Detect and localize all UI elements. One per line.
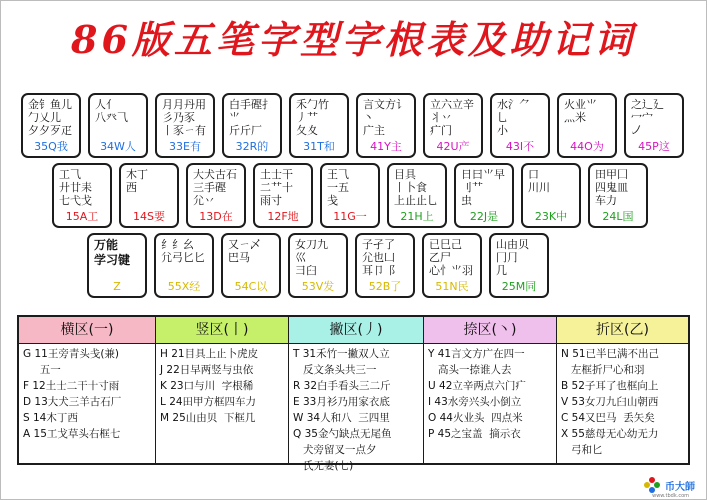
key-roots: 大犬古石 三手䃘 ⺏丷 bbox=[193, 168, 237, 207]
mnemonic-line: 高头一捺谁人去 bbox=[428, 364, 512, 376]
key-label: 33E有 bbox=[169, 140, 201, 153]
mnemonic-line: W 34人和八 三四里 bbox=[293, 412, 390, 424]
key-e bbox=[155, 93, 215, 158]
mnemonic-line: U 42立辛两点六门疒 bbox=[428, 380, 526, 392]
zone-body bbox=[19, 344, 155, 463]
key-roots: 已巳己 乙尸 心忄⺌羽 bbox=[429, 238, 473, 277]
key-r bbox=[222, 93, 282, 158]
mnemonic-line: 犬旁留叉一点夕 bbox=[293, 444, 377, 456]
key-x bbox=[154, 233, 214, 298]
mnemonic-line: X 55慈母无心幼无力 bbox=[561, 428, 659, 440]
key-label: 12F地 bbox=[267, 210, 299, 223]
key-label: 23K中 bbox=[534, 210, 568, 223]
key-label: 51N民 bbox=[435, 280, 469, 293]
key-label: 22J是 bbox=[469, 210, 499, 223]
zone-header: 折区(乙) bbox=[557, 317, 688, 344]
key-label: 54C以 bbox=[234, 280, 268, 293]
key-roots: 田甲囗 四⻤皿 车力 bbox=[595, 168, 628, 207]
key-roots: 日曰⺌早 刂⺿ 虫 bbox=[461, 168, 505, 207]
key-d bbox=[186, 163, 246, 228]
mnemonic-line: M 25山由贝 下框几 bbox=[160, 412, 256, 424]
key-label: 25M同 bbox=[501, 280, 537, 293]
zone-header: 横区(一) bbox=[19, 317, 155, 344]
mnemonic-line: A 15工戈草头右框七 bbox=[23, 428, 121, 440]
watermark bbox=[643, 476, 695, 494]
mnemonic-line: D 13大犬三羊古石厂 bbox=[23, 396, 122, 408]
mnemonic-line: V 53女刀九臼山朝西 bbox=[561, 396, 659, 408]
key-u bbox=[423, 93, 483, 158]
mnemonic-line: 五一 bbox=[23, 364, 61, 376]
key-label: 31T和 bbox=[303, 140, 335, 153]
key-roots: 之辶廴 冖宀 ㇢ bbox=[631, 98, 664, 137]
zone-body bbox=[289, 344, 423, 472]
watermark-url: www.tbdk.com bbox=[652, 493, 689, 499]
key-h bbox=[387, 163, 447, 228]
zone-header: 竖区(丨) bbox=[156, 317, 288, 344]
mnemonic-line: O 44火业头 四点米 bbox=[428, 412, 523, 424]
key-label: 32R的 bbox=[235, 140, 269, 153]
key-roots: 万能 学习键 bbox=[94, 238, 131, 267]
key-label: 53V发 bbox=[301, 280, 335, 293]
key-p bbox=[624, 93, 684, 158]
key-label: Z bbox=[113, 280, 121, 293]
key-f bbox=[253, 163, 313, 228]
key-roots: 子孑了 ⺏也凵 耳卩⻏ bbox=[362, 238, 395, 277]
key-roots: 又ㄧ乄 巴马 bbox=[228, 238, 261, 264]
key-b bbox=[355, 233, 415, 298]
mnemonic-line: 反文条头共三一 bbox=[293, 364, 377, 376]
key-label: 15A工 bbox=[65, 210, 99, 223]
mnemonic-line: Q 35金勺缺点无尾鱼 bbox=[293, 428, 392, 440]
key-label: 14S要 bbox=[133, 210, 165, 223]
key-l bbox=[588, 163, 648, 228]
key-label: 42U产 bbox=[436, 140, 470, 153]
key-roots: 工⺄ 廾廿⽾ 七弋戈 bbox=[59, 168, 92, 207]
mnemonic-line: H 21目具上止卜虎皮 bbox=[160, 348, 259, 360]
key-label: 11G一 bbox=[333, 210, 367, 223]
key-g bbox=[320, 163, 380, 228]
key-v bbox=[288, 233, 348, 298]
key-label: 45P这 bbox=[638, 140, 670, 153]
key-j bbox=[454, 163, 514, 228]
key-label: 24L国 bbox=[602, 210, 634, 223]
zone-body bbox=[424, 344, 556, 463]
key-s bbox=[119, 163, 179, 228]
key-roots: 目具 丨卜⻝ 上止止⺃ bbox=[394, 168, 438, 207]
mnemonic-line: 氏无妻(七) bbox=[293, 460, 354, 472]
key-n bbox=[422, 233, 482, 298]
mnemonic-line: G 11王旁青头戋(兼) bbox=[23, 348, 120, 360]
key-m bbox=[489, 233, 549, 298]
key-a bbox=[52, 163, 112, 228]
zone-column bbox=[19, 317, 156, 463]
key-roots: 白手䃘扌 ⺌ 斤斤厂 bbox=[229, 98, 273, 137]
zone-body bbox=[156, 344, 288, 463]
key-roots: 土士干 二⺿十 雨寸 bbox=[260, 168, 293, 207]
mnemonic-line: F 12土士二干十寸雨 bbox=[23, 380, 120, 392]
key-label: 44O为 bbox=[570, 140, 604, 153]
mnemonic-line: R 32白手看头三二斤 bbox=[293, 380, 391, 392]
zone-header: 撇区(丿) bbox=[289, 317, 423, 344]
key-roots: 立六立辛 丬丷 疒门 bbox=[430, 98, 474, 137]
mnemonic-line: N 51已半巳满不出己 bbox=[561, 348, 660, 360]
mnemonic-table bbox=[17, 315, 690, 472]
key-c bbox=[221, 233, 281, 298]
zone-column bbox=[424, 317, 557, 463]
key-roots: 木丁 西 bbox=[126, 168, 148, 194]
zone-body bbox=[557, 344, 688, 463]
mnemonic-line: 弓和匕 bbox=[561, 444, 603, 456]
mnemonic-line: 左框折尸心和羽 bbox=[561, 364, 645, 376]
key-label: 43I不 bbox=[505, 140, 535, 153]
key-q bbox=[21, 93, 81, 158]
mnemonic-line: Y 41言文方广在四一 bbox=[428, 348, 525, 360]
key-roots: 口 川川 bbox=[528, 168, 550, 194]
key-label: 21H上 bbox=[400, 210, 434, 223]
key-label: 34W人 bbox=[100, 140, 136, 153]
mnemonic-line: C 54又巴马 丢矢矣 bbox=[561, 412, 655, 424]
flower-logo-icon bbox=[643, 476, 661, 494]
key-z bbox=[87, 233, 147, 298]
key-roots: 火业⺌ 灬米 bbox=[564, 98, 597, 124]
key-roots: 月月丹用 彡乃豕 ⼁豕ㄧ有 bbox=[162, 98, 206, 137]
key-roots: 女刀九 巛 彐臼 bbox=[295, 238, 328, 277]
mnemonic-line: I 43水旁兴头小倒立 bbox=[428, 396, 522, 408]
mnemonic-line: P 45之宝盖 摘示衣 bbox=[428, 428, 521, 440]
zone-column bbox=[557, 317, 688, 463]
mnemonic-line: L 24田甲方框四车力 bbox=[160, 396, 257, 408]
mnemonic-line: B 52子耳了也框向上 bbox=[561, 380, 659, 392]
key-label: 55X经 bbox=[167, 280, 201, 293]
zone-column bbox=[289, 317, 424, 472]
key-label: 13D在 bbox=[199, 210, 233, 223]
key-o bbox=[557, 93, 617, 158]
key-roots: 金钅鱼儿 勹乂儿 夕夕歹⽦ bbox=[28, 98, 72, 137]
key-label: 41Y主 bbox=[370, 140, 402, 153]
key-roots: 人亻 八癶⺄ bbox=[95, 98, 128, 124]
key-y bbox=[356, 93, 416, 158]
zone-column bbox=[156, 317, 289, 463]
key-roots: 水氵⺈ ⺃ 小 bbox=[497, 98, 530, 137]
mnemonic-line: K 23口与川 字根稀 bbox=[160, 380, 254, 392]
mnemonic-line: J 22日早两竖与虫依 bbox=[160, 364, 254, 376]
key-w bbox=[88, 93, 148, 158]
key-roots: 言文方讠 丶 广主 bbox=[363, 98, 407, 137]
key-label: 35Q我 bbox=[34, 140, 68, 153]
key-roots: 纟纟幺 ⺑弓匕匕 bbox=[161, 238, 205, 264]
zone-header: 捺区(丶) bbox=[424, 317, 556, 344]
mnemonic-line: E 33月衫乃用家衣底 bbox=[293, 396, 390, 408]
mnemonic-line: T 31禾竹一撇双人立 bbox=[293, 348, 390, 360]
key-roots: 山由贝 冂⺆ 几 bbox=[496, 238, 529, 277]
key-label: 52B了 bbox=[368, 280, 402, 293]
key-roots: 禾⼓竹 丿⺿ 夂夊 bbox=[296, 98, 329, 137]
page-title: 86版五笔字型字根表及助记词 bbox=[71, 17, 636, 62]
key-k bbox=[521, 163, 581, 228]
key-i bbox=[490, 93, 550, 158]
key-roots: 王⺄ 一五 戋 bbox=[327, 168, 349, 207]
key-t bbox=[289, 93, 349, 158]
mnemonic-line: S 14木丁西 bbox=[23, 412, 78, 424]
watermark-text: 币大師 bbox=[665, 481, 695, 493]
